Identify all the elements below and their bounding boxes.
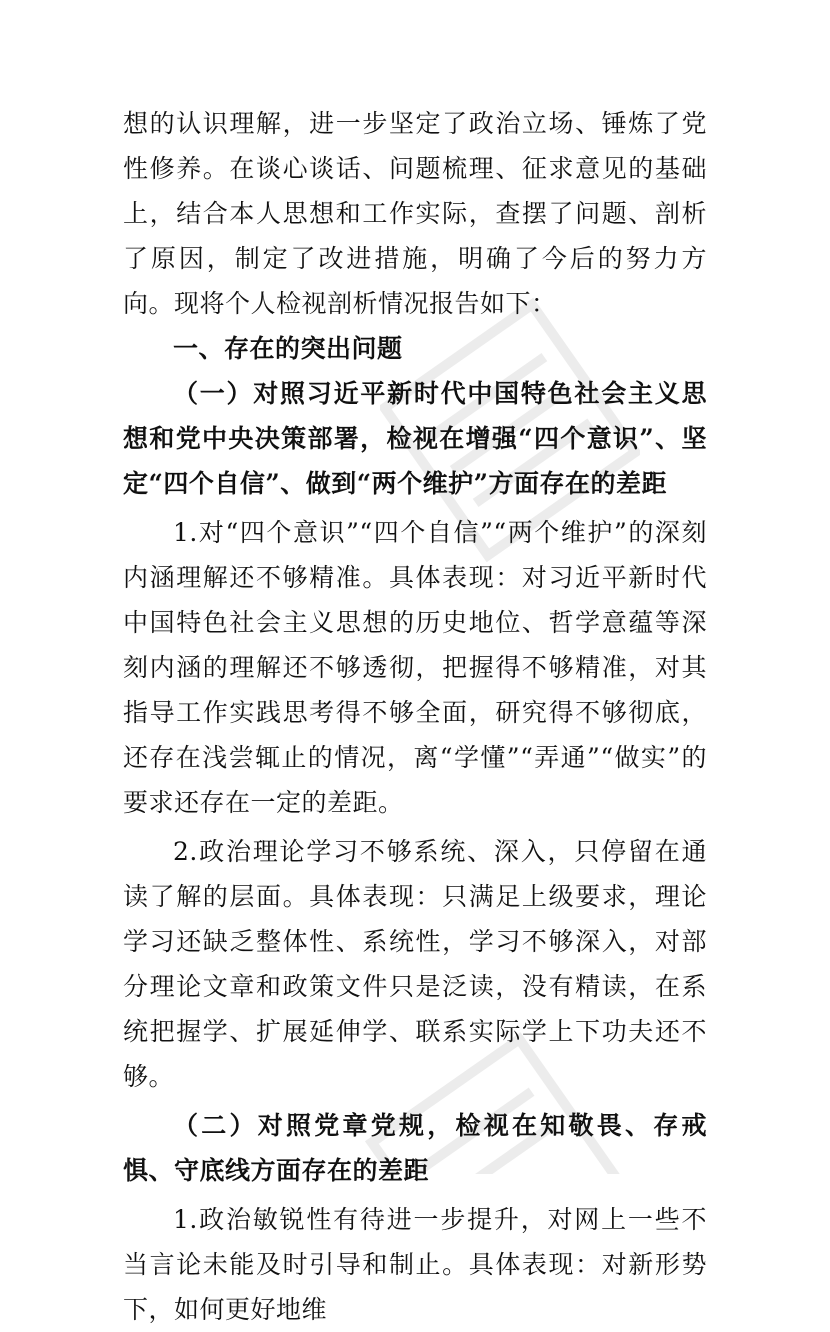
section-heading: 一、存在的突出问题 <box>173 334 403 363</box>
body-paragraph: 1.对“四个意识”“四个自信”“两个维护”的深刻内涵理解还不够精准。具体表现：对习近平新时代中国特色社会主义思想的历史地位、哲学意蕴等深刻内涵的理解还不够透彻，把握得不够精准，对其指导工作实践思考得不够全面，研究得不够彻底，还存在浅尝辄止的情况，离“学懂”“弄通”“做实”的要求还存在一定的差距。 <box>123 518 707 817</box>
body-paragraph: 1.政治敏锐性有待进一步提升，对网上一些不当言论未能及时引导和制止。具体表现：对新形势下，如何更好地维 <box>123 1205 707 1324</box>
document-body <box>123 101 707 1332</box>
body-paragraph: 想的认识理解，进一步坚定了政治立场、锤炼了党性修养。在谈心谈话、问题梳理、征求意见的基础上，结合本人思想和工作实际，查摆了问题、剖析了原因，制定了改进措施，明确了今后的努力方向。现将个人检视剖析情况报告如下： <box>123 109 707 318</box>
subsection-heading: （二）对照党章党规，检视在知敬畏、存戒惧、守底线方面存在的差距 <box>123 1111 707 1185</box>
subsection-heading: （一）对照习近平新时代中国特色社会主义思想和党中央决策部署，检视在增强“四个意识”、坚定“四个自信”、做到“两个维护”方面存在的差距 <box>123 379 707 498</box>
body-paragraph: 2.政治理论学习不够系统、深入，只停留在通读了解的层面。具体表现：只满足上级要求，理论学习还缺乏整体性、系统性，学习不够深入，对部分理论文章和政策文件只是泛读，没有精读，在系统把握学、扩展延伸学、联系实际学上下功夫还不够。 <box>123 837 707 1091</box>
